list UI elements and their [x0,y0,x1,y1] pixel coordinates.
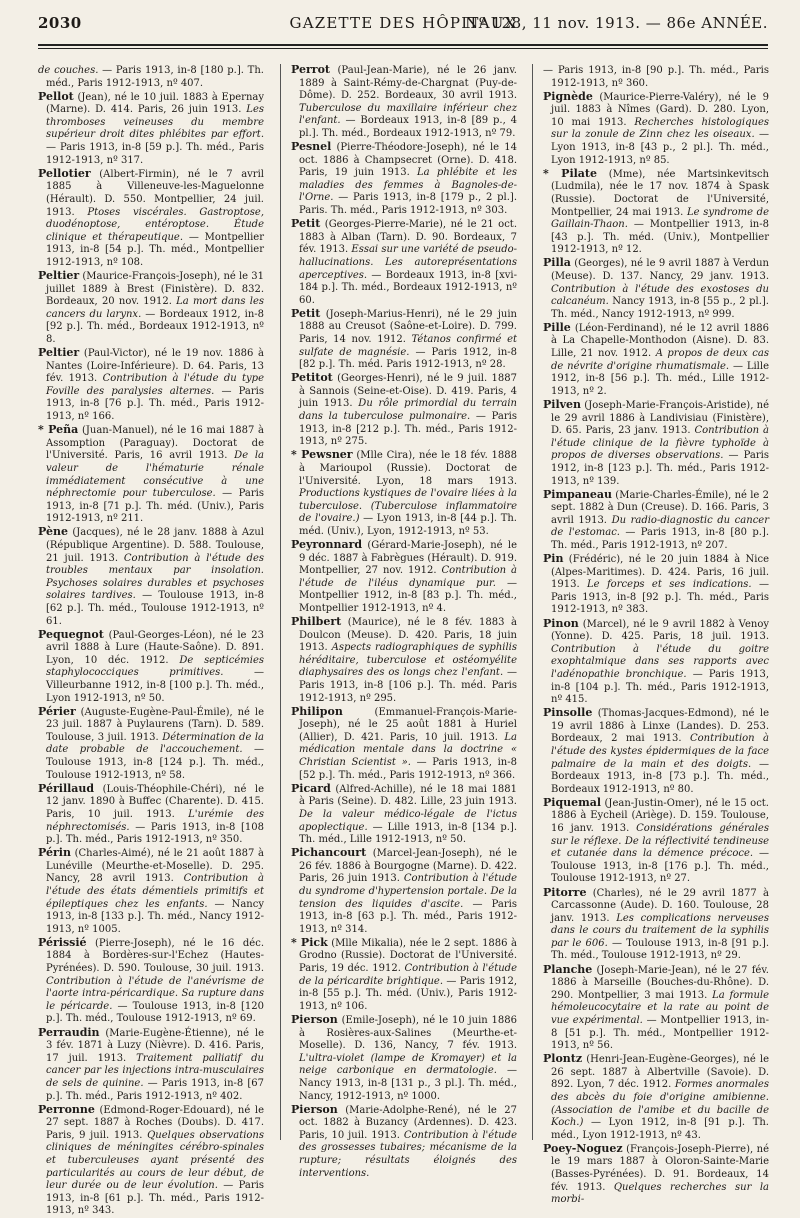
thesis-entry [291,218,517,307]
thesis-title: Les complications nerveuses dans le cours du traitement de la syphilis par le 606. [551,912,769,949]
thesis-entry [543,489,769,553]
entry-details: (Georges-Pierre-Marie), né le 21 oct. 1883 à Alban (Tarn). D. 90. Bordeaux, 7 fév. 1913. [299,219,517,256]
publication-info: — Paris 1913, in-8 [179 p., 2 pl.]. Paris. Th. méd., Paris 1912-1913, nº 303. [299,192,517,217]
author-name: Piquemal [543,795,602,809]
entry-details: (Léon-Ferdinand), né le 12 avril 1886 à La Chapelle-Monthodon (Aisne). D. 83. Lille, 21 nov. 1912. [551,322,769,360]
author-name: Pinon [543,616,579,630]
thesis-title: La phlébite et les maladies des femmes à Bagnoles-de-l'Orne. [299,167,518,204]
publication-info: — Toulouse 1913, in-8 [124 p.]. Th. méd., Toulouse 1912-1913, nº 58. [46,744,264,781]
entry-details: (Maurice-Pierre-Valéry), né le 9 juil. 1883 à Nîmes (Gard). D. 280. Lyon, 10 mai 1913. [551,91,769,128]
thesis-entry [291,308,517,372]
author-name: Pilven [543,397,582,411]
entry-details: (Mlle Mikalia), née le 2 sept. 1886 à Grodno (Russie). Doctorat de l'Université. Paris, 19 déc. 1912. [299,937,517,975]
author-name: Perraudin [38,1025,100,1039]
thesis-title: Contribution à l'étude de la péricardite brightique. [299,963,517,987]
entry-details: (Maurice), né le 8 fév. 1883 à Doulcon (Meuse). D. 420. Paris, 18 juin 1913. [299,617,517,654]
thesis-title: A propos de deux cas de névrite d'origine rhumatismale. [551,348,769,372]
thesis-title: L'ultra-violet (lampe de Kromayer) et la neige carbonique en dermatologie. [299,1052,517,1077]
thesis-entry [543,168,769,257]
author-name: Perrot [291,63,330,76]
thesis-entry [291,539,517,616]
thesis-title: Contribution à l'étude des exostoses du calcanéum. [551,283,769,308]
publication-info: — Paris 1913, in-8 [76 p.]. Th. méd., Paris 1912-1913, nº 166. [46,385,264,423]
publication-info: — Lyon 1912, in-8 [91 p.]. Th. méd., Lyon 1912-1913, nº 43. [551,1117,769,1141]
thesis-entry [38,424,264,526]
thesis-entry [38,783,264,847]
publication-info: — Paris 1913, in-8 [67 p.]. Th. méd., Paris 1912-1913, nº 402. [46,1077,264,1102]
author-name: Pignède [543,89,593,103]
entry-details: (Charles), né le 29 avril 1877 à Carcassonne (Aude). D. 160. Toulouse, 28 janv. 1913. [551,887,769,924]
entry-details: (Edmond-Roger-Edouard), né le 27 sept. 1887 à Roches (Doubs). D. 417. Paris, 9 juil. 1913. [46,1104,264,1141]
publication-info: — Paris 1913, in-8 [108 p.]. Th. méd., Paris 1912-1913, nº 350. [46,821,264,846]
author-name: Pierson [291,1012,338,1026]
publication-info: — Bordeaux 1912, in-8 [92 p.]. Th. méd., Bordeaux 1912-1913, nº 8. [46,308,265,345]
thesis-title: Contribution à l'étude du goitre exophtalmique dans ses rapports avec l'adénopathie bronchique. [551,643,769,680]
text-column-3 [543,64,769,1207]
thesis-entry [291,706,517,783]
thesis-title: Le forceps et ses indications. [587,579,752,591]
author-name: Pierson [291,1102,338,1116]
thesis-entry [543,1143,769,1207]
page-number: 2030 [38,14,82,32]
publication-info: — Bordeaux 1913, in-8 [73 p.]. Th. méd., Bordeaux 1912-1913, nº 80. [551,758,769,795]
entry-details: (Frédéric), né le 20 juin 1884 à Nice (Alpes-Maritimes). D. 424. Paris, 16 juil. 1913. [551,554,769,591]
entry-details: (Gérard-Marie-Joseph), né le 9 déc. 1887 à Fabrègues (Hérault). D. 919. Montpellier, 27 nov. 1912. [299,539,517,577]
publication-info: — Paris 1913, in-8 [92 p.]. Th. méd., Paris 1912-1913, nº 383. [551,579,769,616]
entry-details: (Paul-Victor), né le 19 nov. 1886 à Nantes (Loire-Inférieure). D. 64. Paris, 13 fév. 1913. [46,348,264,385]
thesis-title: Les thromboses veineuses du membre supérieur droit dites phlébites par effort. [46,104,264,141]
publication-info: — Nancy 1913, in-8 [131 p., 3 pl.]. Th. méd., Nancy, 1912-1913, nº 1000. [299,1065,517,1102]
author-name: Périssié [38,935,87,949]
thesis-entry [38,1104,264,1218]
entry-details: (Marcel), né le 9 avril 1882 à Venoy (Yonne). D. 425. Paris, 18 juil. 1913. [551,618,769,643]
author-name: Planche [543,962,593,976]
thesis-entry [38,847,264,936]
thesis-title: De la valeur de l'hématurie rénale immédiatement consécutive à une néphrectomie pour tuberculose. [46,450,265,500]
publication-info: — Paris 1913, in-8 [104 p.]. Th. méd., Paris 1912-1913, nº 415. [551,668,769,706]
publication-info: — Bordeaux 1913, in-8 [89 p., 4 pl.]. Th. méd., Bordeaux 1912-1913, nº 79. [299,115,517,139]
thesis-title: Contribution à l'étude clinique de la fièvre typhoïde à propos de diverses observations. [551,425,769,462]
author-name: Pellot [38,89,74,103]
thesis-entry [291,141,517,218]
entry-details: (Thomas-Jacques-Edmond), né le 19 avril 1886 à Linxe (Landes). D. 253. Bordeaux, 2 mai 1913. [551,708,769,745]
thesis-title: Contribution à l'étude de l'iléus dynamique pur. [299,565,517,589]
thesis-entry [543,257,769,321]
thesis-title: Du rôle primordial du terrain dans la tuberculose pulmonaire. [299,398,517,423]
author-name: Périllaud [38,781,95,795]
author-name: Picard [291,781,331,795]
author-name: Peltier [38,269,80,282]
entry-details: (Auguste-Eugène-Paul-Émile), né le 23 juil. 1887 à Puylaurens (Tarn). D. 589. Toulouse, 3 juil. 1913. [46,706,264,743]
thesis-title: De la valeur médico-légale de l'ictus apoplectique. [299,808,517,833]
publication-info: — Lille 1912, in-8 [56 p.]. Th. méd., Lille 1912-1913, nº 2. [551,360,769,397]
entry-details: (Albert-Firmin), né le 7 avril 1885 à Villeneuve-les-Maguelonne (Hérault). D. 550. Montpellier, 24 juil. 1913. [46,168,264,218]
thesis-title: Contribution à l'étude du syndrome d'hypertension portale. De la tension des liquides d'ascite. [299,873,518,910]
entry-details: (Paul-Jean-Marie), né le 26 janv. 1889 à Saint-Rémy-de-Chargnat (Puy-de-Dôme). D. 252. Bordeaux, 30 avril 1913. [299,65,517,102]
issue-info: Nº 128, 11 nov. 1913. — 86e ANNÉE. [465,14,768,32]
thesis-title: Essai sur une variété de pseudo-hallucinations. Les autoreprésentations aperceptives. [299,244,517,281]
entry-details: (Juan-Manuel), né le 16 mai 1887 à Assomption (Paraguay). Doctorat de l'Université. Paris, 16 avril 1913. [46,425,264,462]
author-name: Périn [38,846,71,860]
thesis-title: Aspects radiographiques de syphilis héréditaire, tuberculose et ostéomyélite diaphysaires des os longs chez l'enfant. [299,642,517,679]
author-name: * Pewsner [291,448,353,462]
thesis-entry [38,270,264,347]
author-name: Pilla [543,256,571,270]
author-name: Périer [38,704,76,718]
thesis-title: Contribution à l'étude des kystes épidermiques de la face palmaire de la main et des doigts. [551,733,769,770]
thesis-entry [38,629,264,706]
author-name: Pin [543,552,564,566]
thesis-entry [291,616,517,705]
thesis-entry [38,1027,264,1104]
author-name: Pimpaneau [543,487,613,501]
page-header [38,12,768,34]
author-name: * Pilate [543,166,598,180]
entry-details: (Mme), née Martsinkevitsch (Ludmila), née le 17 nov. 1874 à Spask (Russie). Doctorat de l'Université, Montpellier, 24 mai 1913. [551,168,769,218]
thesis-entry [38,64,264,90]
thesis-entry [291,372,517,449]
publication-info: — Paris 1913, in-8 [80 p.]. Th. méd., Paris 1912-1913, nº 207. [551,527,770,551]
publication-info: — Paris 1913, in-8 [63 p.]. Th. méd., Paris 1912-1913, nº 314. [299,898,517,935]
column-separator [532,64,533,1140]
thesis-entry [291,1014,517,1103]
publication-info: — Nancy 1913, in-8 [133 p.]. Th. méd., Nancy 1912-1913, nº 1005. [46,898,264,935]
publication-info: — Paris 1913, in-8 [71 p.]. Th. méd. (Univ.), Paris 1912-1913, nº 211. [46,488,264,525]
entry-details: (Jacques), né le 28 janv. 1888 à Azul (République Argentine). D. 588. Toulouse, 21 juil. 1913. [46,527,264,564]
thesis-entry [38,347,264,424]
publication-info: — Montpellier 1913, in-8 [43 p.]. Th. méd. (Univ.), Montpellier 1912-1913, nº 12. [551,219,769,256]
thesis-entry [38,168,264,270]
author-name: * Peña [38,423,79,437]
thesis-title: Tétanos confirmé et sulfate de magnésie. [299,333,518,358]
publication-info: — Villeurbanne 1912, in-8 [100 p.]. Th. méd., Lyon 1912-1913, nº 50. [46,667,264,704]
thesis-entry [38,937,264,1026]
entry-details: — Paris 1913, in-8 [90 p.]. Th. méd., Paris 1912-1913, nº 360. [543,65,769,89]
thesis-title: Contribution à l'étude des grossesses tubaires; mécanisme de la rupture; résultats éloignés des interventions. [299,1129,517,1179]
header-rule-thin [38,48,768,49]
thesis-entry [38,91,264,168]
thesis-title: Contribution à l'étude de l'anévrisme de l'aorte intra-péricardique. Sa rupture dans le péricarde. [46,975,264,1012]
thesis-entry [543,91,769,168]
publication-info: Nancy 1913, in-8 [55 p., 2 pl.]. Th. méd., Nancy 1912-1913, nº 999. [551,296,769,320]
entry-details: (Georges), né le 9 avril 1887 à Verdun (Meuse). D. 137. Nancy, 29 janv. 1913. [551,258,769,282]
thesis-title: de couches. [38,65,99,76]
thesis-title: De septicémies staphylococciques primitives. [46,654,264,679]
thesis-title: La médication mentale dans la doctrine « Christian Scientist ». [299,731,517,769]
thesis-title: Recherches histologiques sur la zonule de Zinn chez les oiseaux. [551,116,770,141]
entry-details: (Emmanuel-François-Marie-Joseph), né le 25 août 1881 à Huriel (Allier), D. 421. Paris, 10 juil. 1913. [299,706,517,743]
publication-info: — Toulouse 1913, in-8 [62 p.]. Th. méd., Toulouse 1912-1913, nº 61. [46,590,264,627]
author-name: Peyronnard [291,537,363,551]
thesis-entry [291,937,517,1014]
entry-details: (Alfred-Achille), né le 18 mai 1881 à Paris (Seine). D. 482. Lille, 23 juin 1913. [299,783,517,808]
text-column-2 [291,64,517,1181]
thesis-entry [543,797,769,886]
author-name: Pitorre [543,885,587,899]
author-name: Petit [291,217,321,231]
publication-info: — Toulouse 1913, in-8 [91 p.]. Th. méd., Toulouse 1912-1913, nº 29. [551,937,769,962]
publication-info: — Toulouse 1913, in-8 [120 p.]. Th. méd., Toulouse 1912-1913, nº 69. [46,1000,265,1025]
author-name: * Pick [291,935,328,949]
thesis-title: Quelques observations cliniques de méningites cérébro-spinales et tuberculeuses ayant présenté des particularités au cours de leur début, de leur durée ou de leur évolution. [46,1129,265,1192]
thesis-entry [543,322,769,399]
thesis-title: La formule hémoleucocytaire et la rate au point de vue expérimental. [551,989,769,1026]
author-name: Perronne [38,1102,95,1116]
entry-details: (Maurice-François-Joseph), né le 31 juillet 1889 à Brest (Finistère). D. 832. Bordeaux, 20 nov. 1912. [46,271,265,308]
thesis-entry [291,64,517,141]
entry-details: (François-Joseph-Pierre), né le 19 mars 1887 à Oloron-Sainte-Marie (Basses-Pyrénées). D. 91. Bordeaux, 14 fév. 1913. [551,1143,769,1193]
thesis-entry [543,887,769,964]
author-name: Peltier [38,346,80,360]
thesis-title: Le syndrome de Gaillain-Thaon. [551,206,769,231]
publication-info: — Paris 1913, in-8 [212 p.]. Th. méd., Paris 1912-1913, nº 275. [299,411,517,448]
author-name: Plontz [543,1052,583,1066]
publication-info: — Paris 1913, in-8 [59 p.]. Th. méd., Paris 1912-1913, nº 317. [46,142,264,166]
publication-info: — Paris 1912, in-8 [55 p.]. Th. méd. (Univ.), Paris 1912-1913, nº 106. [299,975,518,1012]
thesis-entry [543,618,769,707]
publication-info: — Bordeaux 1913, in-8 [xvi-184 p.]. Th. méd., Bordeaux 1912-1913, nº 60. [299,269,517,306]
entry-details: (Jean), né le 10 juil. 1883 à Epernay (Marne). D. 414. Paris, 26 juin 1913. [46,91,264,116]
publication-info: — Lyon 1913, in-8 [43 p., 2 pl.]. Th. méd., Lyon 1912-1913, nº 85. [551,129,769,166]
author-name: Pesnel [291,140,332,154]
thesis-title: Contribution à l'étude du type Foville des paralysies alternes. [46,373,265,397]
author-name: Petitot [291,371,333,385]
publication-info: — Toulouse 1913, in-8 [176 p.]. Th. méd., Toulouse 1912-1913, nº 27. [551,848,769,885]
thesis-entry [543,964,769,1053]
entry-details: (Marie-Eugène-Étienne), né le 3 fév. 1871 à Luzy (Nièvre). D. 416. Paris, 17 juil. 1913. [46,1027,264,1064]
thesis-title: Quelques recherches sur la morbi- [551,1181,769,1206]
entry-details: (Georges-Henri), né le 9 juil. 1887 à Sannois (Seine-et-Oise). D. 419. Paris, 4 juin 1913. [299,373,517,410]
thesis-title: Contribution à l'étude des états démentiels primitifs et épileptiques chez les enfants. [46,873,265,910]
publication-info: — Lille 1913, in-8 [134 p.]. Th. méd., Lille 1912-1913, nº 50. [299,821,517,846]
column-separator [280,64,281,1140]
author-name: Pinsolle [543,706,593,720]
entry-details: (Henri-Jean-Eugène-Georges), né le 26 sept. 1887 à Albertville (Savoie). D. 892. Lyon, 7 déc. 1912. [551,1054,769,1091]
entry-details: (Emile-Joseph), né le 10 juin 1886 à Rosières-aux-Salines (Meurthe-et-Moselle). D. 136, Nancy, 7 fév. 1913. [299,1014,517,1052]
thesis-entry [543,64,769,90]
text-column-1 [38,64,264,1218]
entry-details: (Joseph-Marius-Henri), né le 29 juin 1888 au Creusot (Saône-et-Loire). D. 799. Paris, 14 nov. 1912. [299,308,517,345]
thesis-title: Ptoses viscérales. Gastroptose, duodénoptose, entéroptose. Étude clinique et thérapeutique. [46,206,264,243]
author-name: Pichancourt [291,846,367,860]
entry-details: (Pierre-Théodore-Joseph), né le 14 oct. 1886 à Champsecret (Orne). D. 418. Paris, 19 juin 1913. [299,142,517,179]
journal-title: GAZETTE DES HÔPITAUX [289,14,517,32]
publication-info: — Montpellier 1912, in-8 [83 p.]. Th. méd., Montpellier 1912-1913, nº 4. [299,577,517,614]
author-name: Poey-Noguez [543,1141,623,1155]
thesis-title: Contribution à l'étude des troubles mentaux par insolation. Psychoses solaires durables et psychoses solaires tardives. [46,552,264,602]
thesis-entry [291,1104,517,1181]
thesis-title: La mort dans les cancers du larynx. [46,296,265,320]
entry-details: (Paul-Georges-Léon), né le 23 avril 1888 à Lure (Haute-Saône). D. 891. Lyon, 10 déc. 1912. [46,629,264,666]
entry-details: (Marie-Adolphe-René), né le 27 oct. 1882 à Buzancy (Ardennes). D. 423. Paris, 10 juil. 1913. [299,1104,517,1141]
entry-details: (Joseph-Marie-François-Aristide), né le 29 avril 1886 à Landivisiau (Finistère), D. 65. Paris, 23 janv. 1913. [551,399,769,437]
entry-details: (Charles-Aimé), né le 21 août 1887 à Lunéville (Meurthe-et-Moselle). D. 295. Nancy, 28 avril 1913. [46,848,264,885]
author-name: Pille [543,320,571,334]
publication-info: — Paris 1912, in-8 [82 p.]. Th. méd. Paris 1912-1913, nº 28. [299,346,518,371]
thesis-title: Traitement palliatif du cancer par les injections intra-musculaires de sels de quinine. [46,1052,264,1089]
thesis-entry [543,399,769,488]
author-name: Philbert [291,615,342,629]
entry-details: (Louis-Théophile-Chéri), né le 12 janv. 1890 à Buffec (Charente). D. 415. Paris, 10 juil. 1913. [46,783,264,820]
header-rule [38,44,768,46]
thesis-title: Considérations générales sur le réflexe. De la réflectivité tendineuse et cutanée dans la démence précoce. [551,823,769,860]
thesis-entry [38,706,264,783]
publication-info: — Paris 1913, in-8 [106 p.]. Th. méd. Paris 1912-1913, nº 295. [299,667,517,704]
publication-info: — Paris 1913, in-8 [52 p.]. Th. méd., Paris 1912-1913, nº 366. [299,757,517,781]
thesis-entry [38,526,264,628]
thesis-entry [291,847,517,936]
author-name: Pequegnot [38,627,104,641]
thesis-entry [291,449,517,538]
thesis-title: Du radio-diagnostic du cancer de l'estomac. [551,514,769,539]
thesis-entry [543,1053,769,1142]
thesis-title: Détermination de la date probable de l'accouchement. [46,731,264,756]
publication-info: — Paris 1913, in-8 [61 p.]. Th. méd., Paris 1912-1913, nº 343. [46,1180,264,1217]
publication-info: — Montpellier 1913, in-8 [54 p.]. Th. méd., Montpellier 1912-1913, nº 108. [46,231,264,268]
publication-info: — Lyon 1913, in-8 [44 p.]. Th. méd. (Univ.), Lyon, 1912-1913, nº 53. [299,513,517,537]
author-name: Pène [38,525,68,539]
thesis-entry [543,707,769,796]
thesis-entry [291,783,517,847]
entry-details: (Marie-Charles-Émile), né le 2 sept. 1882 à Dun (Creuse). D. 166. Paris, 3 avril 1913. [551,489,769,526]
publication-info: — Montpellier 1913, in-8 [51 p.]. Th. méd., Montpellier 1912-1913, nº 56. [551,1014,769,1052]
entry-details: (Joseph-Marie-Jean), né le 27 fév. 1886 à Marseille (Bouches-du-Rhône). D. 290. Montpellier, 3 mai 1913. [551,964,769,1001]
entry-details: (Jean-Justin-Omer), né le 15 oct. 1886 à Eycheil (Ariège). D. 159. Toulouse, 16 janv. 1913. [551,797,769,835]
entry-details: (Marcel-Jean-Joseph), né le 26 fév. 1886 à Bourgogne (Marne). D. 422. Paris, 26 juin 1913. [299,848,517,885]
publication-info: — Paris 1912, in-8 [123 p.]. Th. méd., Paris 1912-1913, nº 139. [551,450,769,487]
author-name: Petit [291,306,321,320]
entry-details: (Pierre-Joseph), né le 16 déc. 1884 à Bordères-sur-l'Echez (Hautes-Pyrénées). D. 590. Toulouse, 30 juil. 1913. [46,937,264,975]
author-name: Pellotier [38,166,91,180]
thesis-entry [543,553,769,617]
thesis-title: L'urémie des néphrectomisés. [46,808,265,833]
thesis-title: Formes anormales des abcès du foie d'origine amibienne. (Association de l'amibe et du bacille de Koch.) [551,1079,769,1129]
publication-info: — Paris 1913, in-8 [180 p.]. Th. méd., Paris 1912-1913, nº 407. [46,65,264,89]
thesis-title: Productions kystiques de l'ovaire liées à la tuberculose. (Tuberculose inflammatoire de l'ovaire.) [299,488,517,525]
thesis-title: Tuberculose du maxillaire inférieur chez l'enfant. [299,102,517,127]
entry-details: (Mlle Cira), née le 18 fév. 1888 à Marioupol (Russie). Doctorat de l'Université. Lyon, 18 mars 1913. [299,450,517,487]
author-name: Philipon [291,704,343,718]
